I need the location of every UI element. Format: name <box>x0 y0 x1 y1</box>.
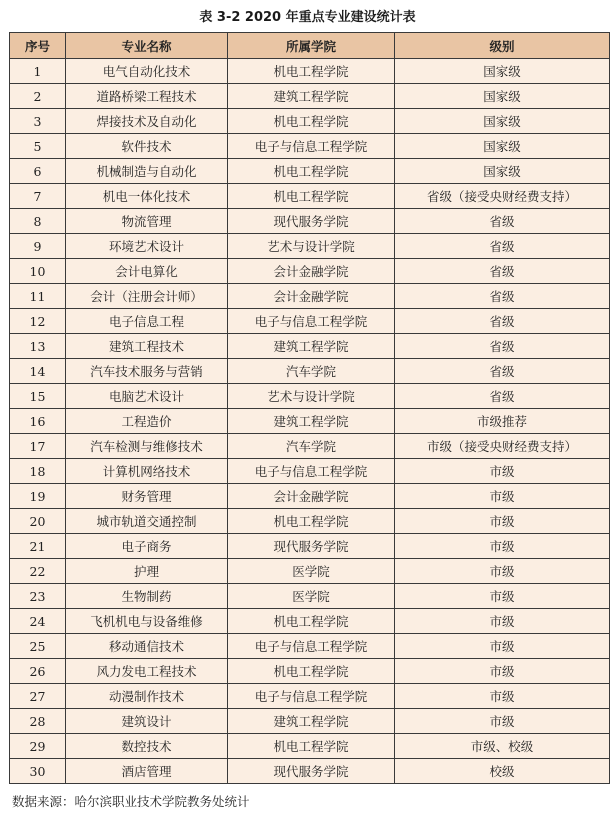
cell-index: 29 <box>10 734 66 759</box>
table-row <box>10 309 610 334</box>
cell-college: 建筑工程学院 <box>228 409 395 434</box>
cell-level: 市级推荐 <box>395 409 610 434</box>
cell-college: 电子与信息工程学院 <box>228 309 395 334</box>
cell-major-name: 建筑工程技术 <box>66 334 228 359</box>
cell-level: 市级 <box>395 534 610 559</box>
table-row <box>10 484 610 509</box>
table-body <box>10 59 610 784</box>
cell-level: 省级 <box>395 234 610 259</box>
cell-index: 24 <box>10 609 66 634</box>
table-row <box>10 759 610 784</box>
table-row <box>10 359 610 384</box>
cell-level: 省级 <box>395 209 610 234</box>
table-row <box>10 184 610 209</box>
cell-level: 市级 <box>395 459 610 484</box>
cell-major-name: 电子信息工程 <box>66 309 228 334</box>
cell-major-name: 汽车技术服务与营销 <box>66 359 228 384</box>
table-row <box>10 284 610 309</box>
cell-college: 会计金融学院 <box>228 284 395 309</box>
table-row <box>10 509 610 534</box>
table-row <box>10 334 610 359</box>
cell-level: 市级 <box>395 634 610 659</box>
cell-major-name: 机械制造与自动化 <box>66 159 228 184</box>
cell-college: 现代服务学院 <box>228 534 395 559</box>
cell-level: 市级 <box>395 584 610 609</box>
header-level: 级别 <box>395 33 610 59</box>
cell-level: 省级 <box>395 359 610 384</box>
header-index: 序号 <box>10 33 66 59</box>
cell-level: 市级 <box>395 484 610 509</box>
cell-level: 省级 <box>395 309 610 334</box>
key-majors-table <box>9 32 610 784</box>
cell-level: 市级 <box>395 684 610 709</box>
cell-level: 省级（接受央财经费支持） <box>395 184 610 209</box>
cell-college: 医学院 <box>228 584 395 609</box>
cell-index: 10 <box>10 259 66 284</box>
cell-major-name: 焊接技术及自动化 <box>66 109 228 134</box>
table-row <box>10 434 610 459</box>
cell-index: 21 <box>10 534 66 559</box>
cell-index: 22 <box>10 559 66 584</box>
table-row <box>10 234 610 259</box>
cell-level: 市级 <box>395 609 610 634</box>
cell-major-name: 电脑艺术设计 <box>66 384 228 409</box>
cell-college: 电子与信息工程学院 <box>228 684 395 709</box>
table-header-row <box>10 33 610 59</box>
cell-major-name: 城市轨道交通控制 <box>66 509 228 534</box>
cell-level: 国家级 <box>395 109 610 134</box>
cell-level: 省级 <box>395 284 610 309</box>
cell-college: 建筑工程学院 <box>228 334 395 359</box>
cell-college: 现代服务学院 <box>228 209 395 234</box>
cell-major-name: 生物制药 <box>66 584 228 609</box>
cell-level: 市级 <box>395 659 610 684</box>
cell-index: 12 <box>10 309 66 334</box>
cell-level: 国家级 <box>395 134 610 159</box>
cell-college: 艺术与设计学院 <box>228 384 395 409</box>
cell-college: 机电工程学院 <box>228 734 395 759</box>
cell-college: 机电工程学院 <box>228 509 395 534</box>
cell-major-name: 酒店管理 <box>66 759 228 784</box>
cell-major-name: 移动通信技术 <box>66 634 228 659</box>
cell-level: 国家级 <box>395 59 610 84</box>
cell-college: 电子与信息工程学院 <box>228 134 395 159</box>
cell-index: 3 <box>10 109 66 134</box>
cell-index: 26 <box>10 659 66 684</box>
cell-level: 市级 <box>395 709 610 734</box>
cell-index: 17 <box>10 434 66 459</box>
cell-index: 18 <box>10 459 66 484</box>
cell-index: 6 <box>10 159 66 184</box>
cell-college: 建筑工程学院 <box>228 84 395 109</box>
cell-college: 电子与信息工程学院 <box>228 459 395 484</box>
table-row <box>10 534 610 559</box>
cell-major-name: 道路桥梁工程技术 <box>66 84 228 109</box>
cell-major-name: 电气自动化技术 <box>66 59 228 84</box>
table-row <box>10 734 610 759</box>
table-row <box>10 709 610 734</box>
table-row <box>10 409 610 434</box>
cell-college: 会计金融学院 <box>228 259 395 284</box>
table-row <box>10 634 610 659</box>
table-row <box>10 109 610 134</box>
cell-major-name: 财务管理 <box>66 484 228 509</box>
cell-index: 23 <box>10 584 66 609</box>
cell-index: 5 <box>10 134 66 159</box>
cell-major-name: 工程造价 <box>66 409 228 434</box>
cell-major-name: 物流管理 <box>66 209 228 234</box>
cell-level: 国家级 <box>395 159 610 184</box>
table-row <box>10 684 610 709</box>
table-row <box>10 159 610 184</box>
cell-college: 现代服务学院 <box>228 759 395 784</box>
cell-level: 省级 <box>395 334 610 359</box>
cell-index: 1 <box>10 59 66 84</box>
cell-major-name: 护理 <box>66 559 228 584</box>
cell-level: 市级、校级 <box>395 734 610 759</box>
cell-level: 市级 <box>395 509 610 534</box>
cell-college: 会计金融学院 <box>228 484 395 509</box>
header-college: 所属学院 <box>228 33 395 59</box>
cell-college: 电子与信息工程学院 <box>228 634 395 659</box>
table-row <box>10 209 610 234</box>
cell-major-name: 计算机网络技术 <box>66 459 228 484</box>
cell-major-name: 会计（注册会计师） <box>66 284 228 309</box>
cell-college: 医学院 <box>228 559 395 584</box>
cell-index: 8 <box>10 209 66 234</box>
cell-college: 汽车学院 <box>228 359 395 384</box>
cell-index: 20 <box>10 509 66 534</box>
cell-college: 汽车学院 <box>228 434 395 459</box>
cell-index: 30 <box>10 759 66 784</box>
cell-level: 国家级 <box>395 84 610 109</box>
cell-index: 13 <box>10 334 66 359</box>
table-row <box>10 59 610 84</box>
cell-level: 省级 <box>395 259 610 284</box>
cell-level: 省级 <box>395 384 610 409</box>
table-row <box>10 259 610 284</box>
cell-college: 机电工程学院 <box>228 609 395 634</box>
table-row <box>10 459 610 484</box>
table-row <box>10 559 610 584</box>
table-row <box>10 134 610 159</box>
cell-major-name: 软件技术 <box>66 134 228 159</box>
cell-college: 机电工程学院 <box>228 59 395 84</box>
cell-college: 艺术与设计学院 <box>228 234 395 259</box>
cell-major-name: 环境艺术设计 <box>66 234 228 259</box>
cell-major-name: 汽车检测与维修技术 <box>66 434 228 459</box>
header-major-name: 专业名称 <box>66 33 228 59</box>
cell-major-name: 电子商务 <box>66 534 228 559</box>
cell-college: 机电工程学院 <box>228 184 395 209</box>
cell-index: 15 <box>10 384 66 409</box>
cell-index: 2 <box>10 84 66 109</box>
cell-major-name: 机电一体化技术 <box>66 184 228 209</box>
table-row <box>10 84 610 109</box>
cell-index: 11 <box>10 284 66 309</box>
cell-index: 25 <box>10 634 66 659</box>
cell-index: 14 <box>10 359 66 384</box>
cell-college: 建筑工程学院 <box>228 709 395 734</box>
cell-major-name: 数控技术 <box>66 734 228 759</box>
cell-index: 19 <box>10 484 66 509</box>
cell-major-name: 动漫制作技术 <box>66 684 228 709</box>
cell-level: 校级 <box>395 759 610 784</box>
cell-major-name: 建筑设计 <box>66 709 228 734</box>
table-row <box>10 584 610 609</box>
cell-college: 机电工程学院 <box>228 109 395 134</box>
cell-index: 28 <box>10 709 66 734</box>
cell-index: 16 <box>10 409 66 434</box>
cell-index: 7 <box>10 184 66 209</box>
cell-level: 市级（接受央财经费支持） <box>395 434 610 459</box>
cell-index: 27 <box>10 684 66 709</box>
cell-major-name: 飞机机电与设备维修 <box>66 609 228 634</box>
table-row <box>10 384 610 409</box>
cell-major-name: 风力发电工程技术 <box>66 659 228 684</box>
cell-college: 机电工程学院 <box>228 659 395 684</box>
table-title: 表 3-2 2020 年重点专业建设统计表 <box>199 10 416 25</box>
cell-major-name: 会计电算化 <box>66 259 228 284</box>
cell-level: 市级 <box>395 559 610 584</box>
data-source-note: 数据来源：哈尔滨职业技术学院教务处统计 <box>12 794 250 809</box>
cell-college: 机电工程学院 <box>228 159 395 184</box>
table-row <box>10 609 610 634</box>
cell-index: 9 <box>10 234 66 259</box>
table-row <box>10 659 610 684</box>
